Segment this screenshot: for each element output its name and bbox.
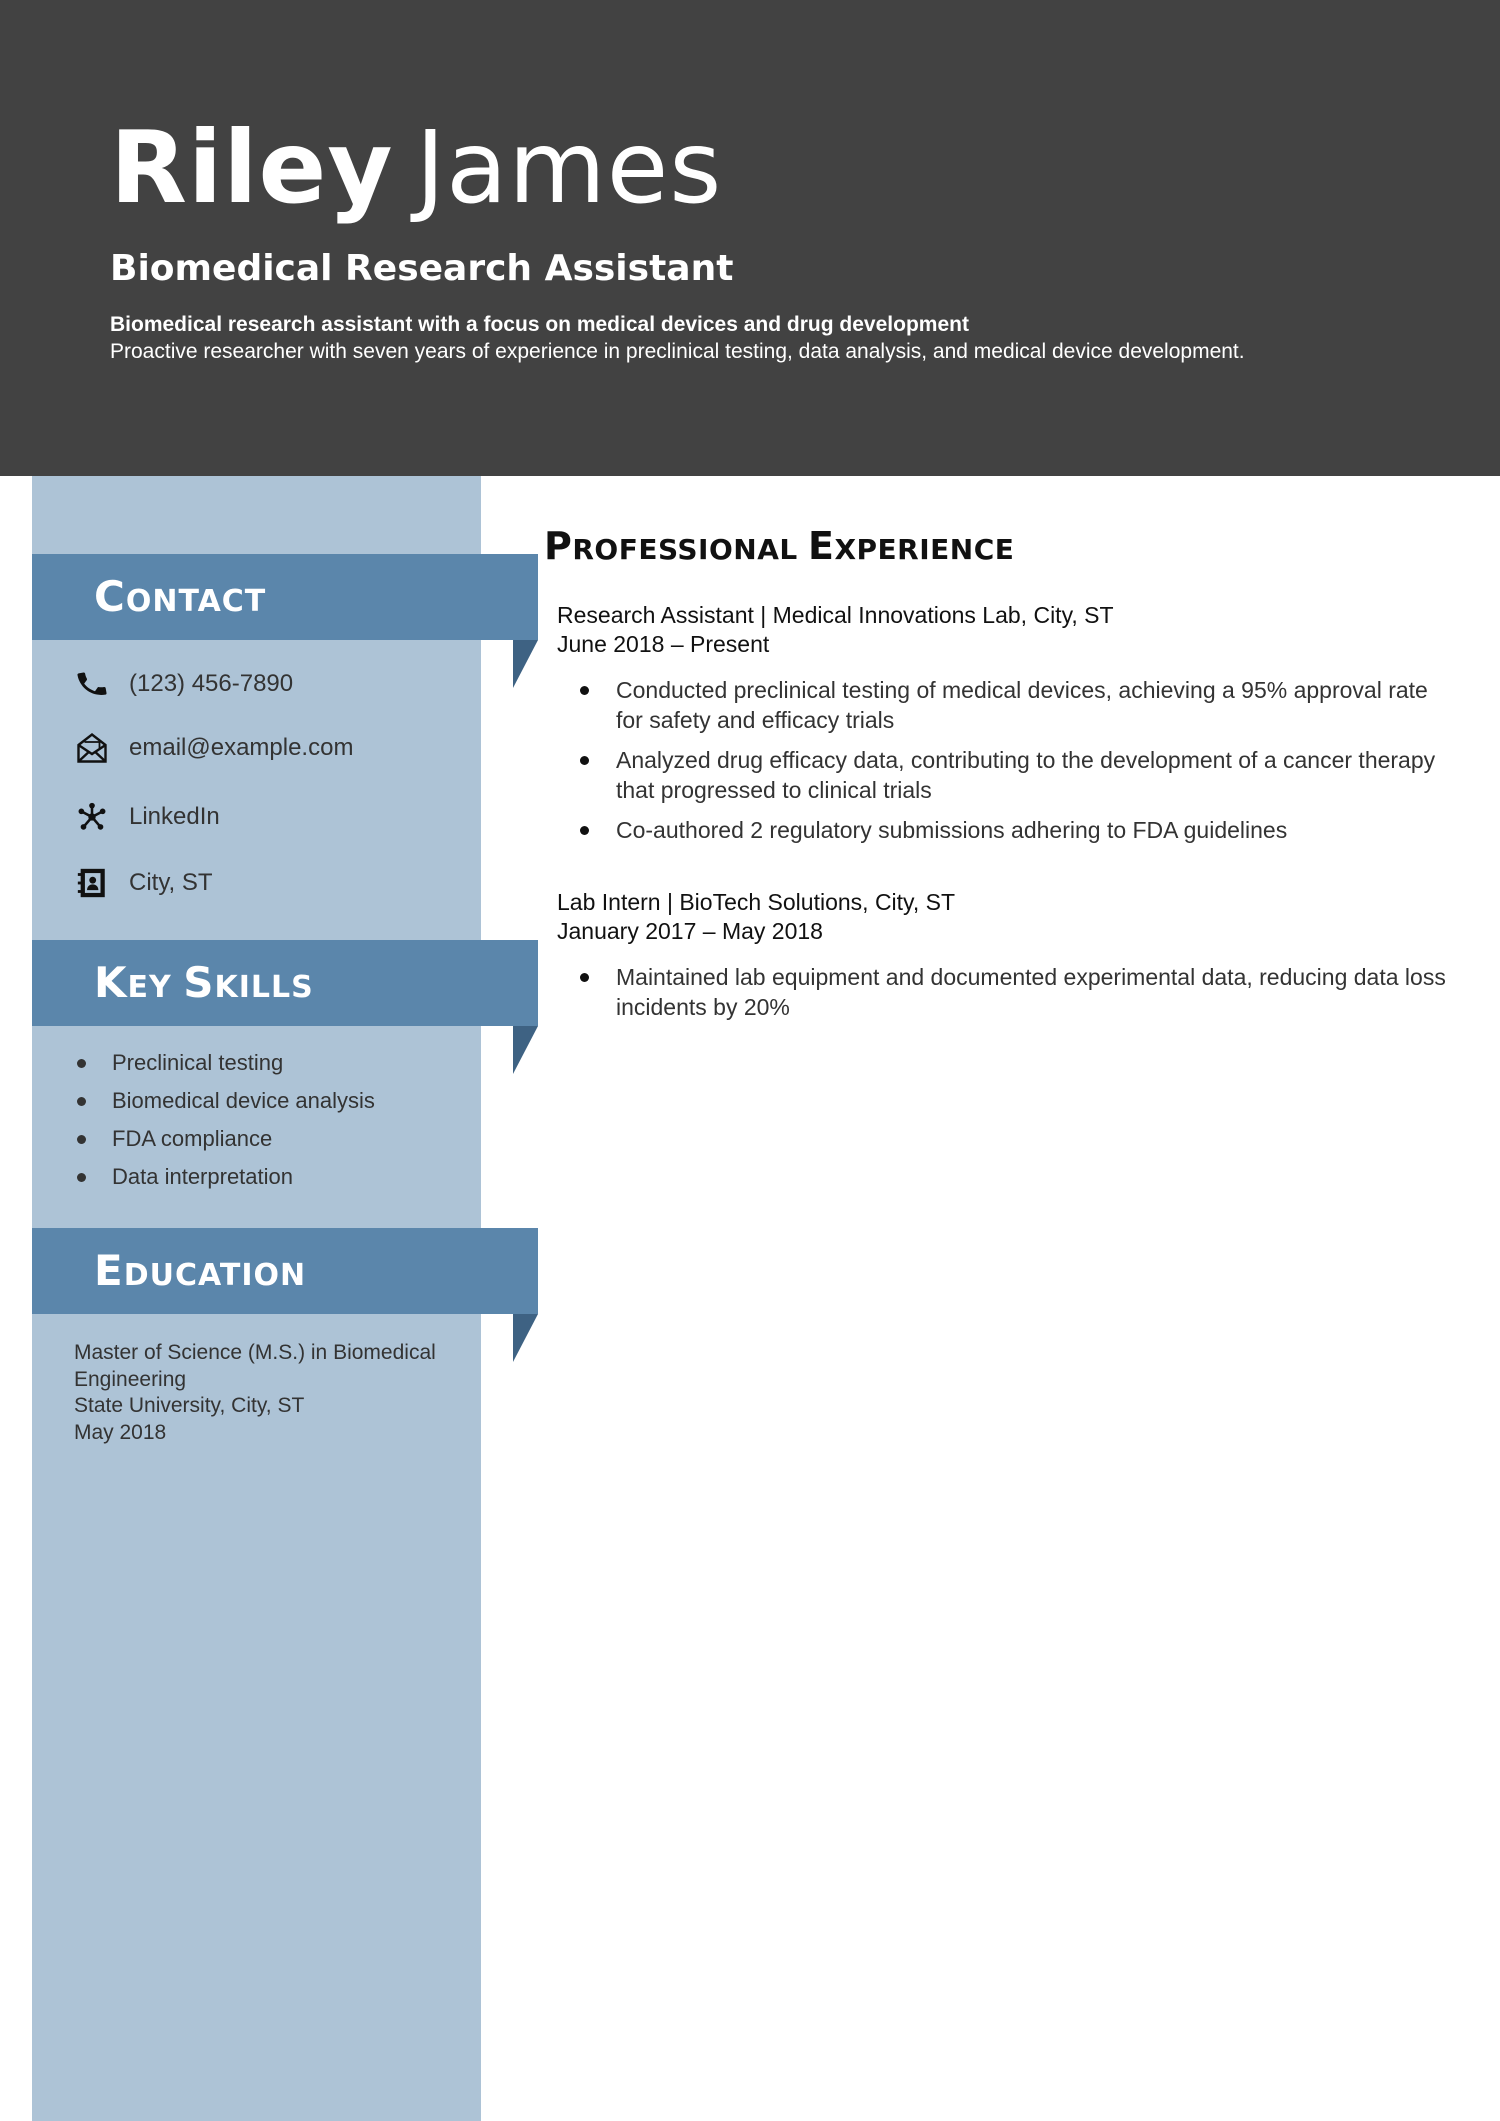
degree-line: Engineering (74, 1367, 187, 1391)
summary-headline: Biomedical research assistant with a focus on medical devices and drug development (110, 313, 969, 336)
education-entry (74, 1340, 436, 1446)
skills-list (72, 1044, 375, 1196)
bullet-icon (77, 1097, 86, 1106)
education-section-title: EDUCATION (94, 1246, 307, 1295)
linkedin-icon (72, 797, 112, 837)
job-bullets (580, 675, 1460, 855)
sidebar (32, 476, 481, 2121)
email-icon (72, 728, 112, 768)
candidate-name (110, 108, 722, 228)
contact-linkedin[interactable] (72, 797, 220, 837)
bullet-icon (77, 1059, 86, 1068)
ribbon-fold (513, 640, 538, 688)
bullet-icon (77, 1173, 86, 1182)
list-item: Biomedical device analysis (72, 1082, 375, 1120)
list-item: Conducted preclinical testing of medical devices, achieving a 95% approval rate for safety and efficacy trials (580, 675, 1460, 735)
contact-phone[interactable] (72, 664, 293, 704)
job-bullets (580, 962, 1460, 1032)
contact-email[interactable] (72, 728, 353, 768)
list-item: Preclinical testing (72, 1044, 375, 1082)
list-item: Data interpretation (72, 1158, 375, 1196)
list-item: Analyzed drug efficacy data, contributing to the development of a cancer therapy that progressed to clinical trials (580, 745, 1460, 805)
phone-number: (123) 456-7890 (129, 670, 294, 697)
job-title-line: Research Assistant | Medical Innovations Lab, City, ST (557, 602, 1114, 628)
phone-icon (72, 664, 112, 704)
contact-section-header (32, 554, 538, 640)
skills-section-header (32, 940, 538, 1026)
last-name: James (415, 109, 723, 226)
contact-section-title: CONTACT (94, 572, 267, 621)
ribbon-fold (513, 1314, 538, 1362)
job-title: Biomedical Research Assistant (110, 248, 734, 289)
school-name: State University, City, ST (74, 1394, 305, 1417)
bullet-icon (77, 1135, 86, 1144)
resume-header (0, 0, 1500, 476)
skills-section-title: KEY SKILLS (94, 958, 314, 1007)
job-dates: January 2017 – May 2018 (557, 918, 823, 944)
location-icon (72, 863, 112, 903)
linkedin-link[interactable]: LinkedIn (129, 803, 220, 830)
degree-line: Master of Science (M.S.) in Biomedical (74, 1341, 436, 1364)
education-section-header (32, 1228, 538, 1314)
list-item: FDA compliance (72, 1120, 375, 1158)
graduation-date: May 2018 (74, 1420, 167, 1444)
experience-section-title: PROFESSIONAL EXPERIENCE (544, 524, 1015, 568)
ribbon-fold (513, 1026, 538, 1074)
summary-text: Proactive researcher with seven years of experience in preclinical testing, data analysis, and medical device development. (110, 340, 1245, 363)
location-text: City, ST (129, 869, 213, 896)
list-item: Maintained lab equipment and documented experimental data, reducing data loss incidents by 20% (580, 962, 1460, 1022)
job-title-line: Lab Intern | BioTech Solutions, City, ST (557, 889, 956, 915)
email-address: email@example.com (129, 734, 354, 761)
list-item: Co-authored 2 regulatory submissions adhering to FDA guidelines (580, 815, 1460, 845)
first-name: Riley (110, 109, 394, 226)
job-dates: June 2018 – Present (557, 631, 770, 657)
contact-location (72, 863, 213, 903)
